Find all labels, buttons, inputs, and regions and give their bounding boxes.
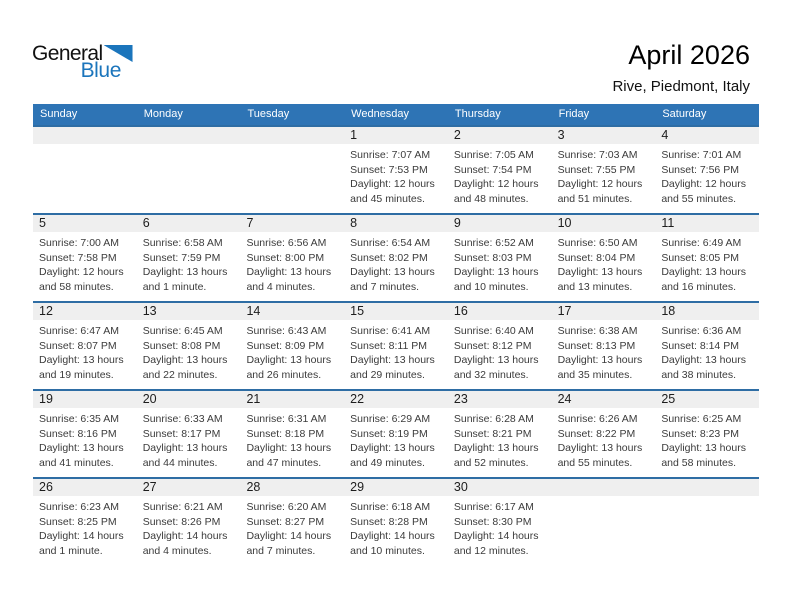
daylight-text-line1: Daylight: 13 hours <box>453 354 539 367</box>
sunrise-text: Sunrise: 6:49 AM <box>661 237 742 249</box>
daylight-text-line2: and 47 minutes. <box>246 456 322 469</box>
sunset-text: Sunset: 8:11 PM <box>350 339 428 352</box>
daylight-text-line2: and 1 minute. <box>142 280 207 293</box>
daylight-text-line2: and 48 minutes. <box>453 192 529 205</box>
daylight-text-line2: and 10 minutes. <box>453 280 529 293</box>
day-details <box>655 232 759 294</box>
day-details <box>655 144 759 206</box>
sunset-text: Sunset: 8:14 PM <box>661 339 739 352</box>
daylight-text-line2: and 55 minutes. <box>557 456 633 469</box>
daylight-text-line2: and 51 minutes. <box>557 192 633 205</box>
sunset-text: Sunset: 8:28 PM <box>350 515 428 528</box>
daylight-text-line1: Daylight: 13 hours <box>661 354 746 367</box>
day-cell <box>33 391 137 477</box>
daylight-text-line1: Daylight: 13 hours <box>350 442 435 455</box>
day-cell <box>33 303 137 389</box>
day-details <box>448 232 552 294</box>
daylight-text-line2: and 45 minutes. <box>350 192 425 205</box>
day-cell <box>137 391 241 477</box>
sunset-text: Sunset: 8:22 PM <box>557 427 636 440</box>
day-cell <box>137 303 241 389</box>
weekday-header-tuesday: Tuesday <box>247 108 290 120</box>
day-number: 20 <box>137 391 241 408</box>
sunset-text: Sunset: 8:30 PM <box>453 515 532 528</box>
day-cell <box>655 303 759 389</box>
day-cell <box>448 215 552 301</box>
daylight-text-line1: Daylight: 13 hours <box>453 442 539 455</box>
day-details <box>448 496 552 558</box>
day-cell <box>137 215 241 301</box>
sunset-text: Sunset: 8:00 PM <box>246 251 325 264</box>
sunset-text: Sunset: 7:59 PM <box>142 251 221 264</box>
weekday-header-sunday: Sunday <box>40 108 78 120</box>
day-cell <box>655 215 759 301</box>
sunset-text: Sunset: 8:05 PM <box>661 251 739 264</box>
sunrise-text: Sunrise: 6:36 AM <box>661 325 742 337</box>
daylight-text-line1: Daylight: 13 hours <box>557 266 643 279</box>
sunrise-text: Sunrise: 7:07 AM <box>350 149 431 161</box>
day-number: 5 <box>33 215 137 232</box>
daylight-text-line2: and 32 minutes. <box>453 368 529 381</box>
daylight-text-line2: and 7 minutes. <box>246 544 316 557</box>
sunrise-text: Sunrise: 6:17 AM <box>453 501 534 513</box>
daylight-text-line2: and 16 minutes. <box>661 280 737 293</box>
sunset-text: Sunset: 8:21 PM <box>453 427 532 440</box>
day-number: 14 <box>240 303 344 320</box>
day-details <box>33 496 137 558</box>
daylight-text-line1: Daylight: 12 hours <box>557 178 643 191</box>
sunrise-text: Sunrise: 6:56 AM <box>246 237 327 249</box>
day-cell <box>552 127 656 213</box>
day-number: 28 <box>240 479 344 496</box>
day-cell <box>344 303 448 389</box>
sunrise-text: Sunrise: 6:25 AM <box>661 413 742 425</box>
day-details <box>33 320 137 382</box>
day-cell <box>33 215 137 301</box>
daylight-text-line2: and 19 minutes. <box>39 368 114 381</box>
day-details <box>655 408 759 470</box>
day-cell <box>552 303 656 389</box>
sunrise-text: Sunrise: 6:45 AM <box>142 325 223 337</box>
day-details <box>552 320 656 382</box>
day-number: 12 <box>33 303 137 320</box>
week-row <box>33 389 759 477</box>
daylight-text-line2: and 41 minutes. <box>39 456 114 469</box>
sunrise-text: Sunrise: 6:43 AM <box>246 325 327 337</box>
day-cell <box>448 127 552 213</box>
day-cell <box>240 391 344 477</box>
day-number: 1 <box>344 127 448 144</box>
daylight-text-line1: Daylight: 13 hours <box>39 354 124 367</box>
day-cell <box>552 215 656 301</box>
empty-day-cell <box>552 479 656 565</box>
day-number: 8 <box>344 215 448 232</box>
day-number: 16 <box>448 303 552 320</box>
daylight-text-line1: Daylight: 13 hours <box>246 442 332 455</box>
daylight-text-line2: and 29 minutes. <box>350 368 425 381</box>
day-details <box>655 320 759 382</box>
day-cell <box>448 391 552 477</box>
sunset-text: Sunset: 7:53 PM <box>350 163 428 176</box>
empty-day-cell <box>33 127 137 213</box>
sunset-text: Sunset: 8:03 PM <box>453 251 532 264</box>
daylight-text-line2: and 4 minutes. <box>142 544 212 557</box>
day-number: 18 <box>655 303 759 320</box>
sunset-text: Sunset: 8:23 PM <box>661 427 739 440</box>
day-cell <box>137 479 241 565</box>
day-cell <box>448 303 552 389</box>
calendar-weeks <box>33 125 759 565</box>
day-details <box>137 496 241 558</box>
day-number: 4 <box>655 127 759 144</box>
daylight-text-line2: and 7 minutes. <box>350 280 420 293</box>
sunrise-text: Sunrise: 7:03 AM <box>557 149 638 161</box>
daylight-text-line2: and 10 minutes. <box>350 544 425 557</box>
day-details <box>344 144 448 206</box>
sunset-text: Sunset: 8:04 PM <box>557 251 636 264</box>
daylight-text-line2: and 26 minutes. <box>246 368 322 381</box>
day-details <box>240 232 344 294</box>
week-row <box>33 301 759 389</box>
sunset-text: Sunset: 8:12 PM <box>453 339 532 352</box>
empty-day-cell <box>137 127 241 213</box>
daylight-text-line1: Daylight: 13 hours <box>557 442 643 455</box>
daylight-text-line2: and 22 minutes. <box>142 368 218 381</box>
sunrise-text: Sunrise: 6:40 AM <box>453 325 534 337</box>
sunset-text: Sunset: 8:07 PM <box>39 339 117 352</box>
week-row <box>33 125 759 213</box>
daylight-text-line1: Daylight: 13 hours <box>142 354 228 367</box>
sunset-text: Sunset: 7:56 PM <box>661 163 739 176</box>
day-number: 24 <box>552 391 656 408</box>
daylight-text-line2: and 44 minutes. <box>142 456 218 469</box>
sunset-text: Sunset: 8:16 PM <box>39 427 117 440</box>
week-row <box>33 477 759 565</box>
day-number <box>552 479 656 496</box>
day-details <box>552 144 656 206</box>
sunrise-text: Sunrise: 6:26 AM <box>557 413 638 425</box>
daylight-text-line2: and 38 minutes. <box>661 368 737 381</box>
page-title: April 2026 <box>628 40 750 70</box>
day-number: 25 <box>655 391 759 408</box>
daylight-text-line2: and 52 minutes. <box>453 456 529 469</box>
empty-day-cell <box>240 127 344 213</box>
sunrise-text: Sunrise: 6:18 AM <box>350 501 431 513</box>
day-cell <box>33 479 137 565</box>
sunset-text: Sunset: 8:02 PM <box>350 251 428 264</box>
day-details <box>344 496 448 558</box>
sunrise-text: Sunrise: 6:33 AM <box>142 413 223 425</box>
weekday-header-thursday: Thursday <box>454 108 501 120</box>
daylight-text-line1: Daylight: 13 hours <box>246 354 332 367</box>
daylight-text-line1: Daylight: 13 hours <box>350 266 435 279</box>
sunrise-text: Sunrise: 7:01 AM <box>661 149 742 161</box>
weekday-header-friday: Friday <box>558 108 590 120</box>
daylight-text-line2: and 49 minutes. <box>350 456 425 469</box>
day-cell <box>240 215 344 301</box>
page-subtitle: Rive, Piedmont, Italy <box>612 78 750 95</box>
day-details <box>552 408 656 470</box>
daylight-text-line1: Daylight: 14 hours <box>350 530 435 543</box>
daylight-text-line2: and 1 minute. <box>39 544 103 557</box>
day-number <box>240 127 344 144</box>
day-details <box>137 320 241 382</box>
sunrise-text: Sunrise: 6:29 AM <box>350 413 431 425</box>
day-cell <box>240 479 344 565</box>
daylight-text-line1: Daylight: 13 hours <box>142 442 228 455</box>
sunset-text: Sunset: 8:27 PM <box>246 515 325 528</box>
sunrise-text: Sunrise: 6:38 AM <box>557 325 638 337</box>
day-details <box>344 408 448 470</box>
day-details <box>448 144 552 206</box>
day-cell <box>552 391 656 477</box>
empty-day-cell <box>655 479 759 565</box>
day-cell <box>655 127 759 213</box>
sunset-text: Sunset: 8:18 PM <box>246 427 325 440</box>
weekday-header-saturday: Saturday <box>662 108 707 120</box>
logo-text-blue: Blue <box>80 59 121 82</box>
daylight-text-line1: Daylight: 13 hours <box>557 354 643 367</box>
daylight-text-line2: and 12 minutes. <box>453 544 529 557</box>
sunrise-text: Sunrise: 6:47 AM <box>39 325 119 337</box>
day-number: 29 <box>344 479 448 496</box>
daylight-text-line1: Daylight: 13 hours <box>661 266 746 279</box>
sunset-text: Sunset: 8:19 PM <box>350 427 428 440</box>
sunrise-text: Sunrise: 6:20 AM <box>246 501 327 513</box>
day-number: 7 <box>240 215 344 232</box>
daylight-text-line2: and 35 minutes. <box>557 368 633 381</box>
daylight-text-line2: and 58 minutes. <box>39 280 114 293</box>
daylight-text-line1: Daylight: 14 hours <box>142 530 228 543</box>
day-details <box>240 408 344 470</box>
weekday-header-row <box>33 104 759 125</box>
day-details <box>344 232 448 294</box>
daylight-text-line1: Daylight: 14 hours <box>39 530 124 543</box>
day-details <box>240 320 344 382</box>
day-details <box>137 408 241 470</box>
weekday-header-wednesday: Wednesday <box>351 108 410 120</box>
sunrise-text: Sunrise: 6:23 AM <box>39 501 119 513</box>
sunset-text: Sunset: 8:09 PM <box>246 339 325 352</box>
daylight-text-line1: Daylight: 14 hours <box>453 530 539 543</box>
calendar <box>33 104 759 565</box>
day-cell <box>448 479 552 565</box>
day-number: 10 <box>552 215 656 232</box>
day-number: 11 <box>655 215 759 232</box>
sunset-text: Sunset: 7:58 PM <box>39 251 117 264</box>
sunset-text: Sunset: 8:25 PM <box>39 515 117 528</box>
sunrise-text: Sunrise: 6:54 AM <box>350 237 431 249</box>
week-row <box>33 213 759 301</box>
day-details <box>33 232 137 294</box>
daylight-text-line1: Daylight: 12 hours <box>661 178 746 191</box>
daylight-text-line1: Daylight: 13 hours <box>246 266 332 279</box>
day-number: 19 <box>33 391 137 408</box>
day-details <box>448 408 552 470</box>
day-details <box>552 232 656 294</box>
day-number: 17 <box>552 303 656 320</box>
sunrise-text: Sunrise: 6:28 AM <box>453 413 534 425</box>
daylight-text-line2: and 4 minutes. <box>246 280 316 293</box>
day-number: 26 <box>33 479 137 496</box>
day-details <box>33 408 137 470</box>
weekday-header-monday: Monday <box>143 108 183 120</box>
sunset-text: Sunset: 8:17 PM <box>142 427 221 440</box>
daylight-text-line1: Daylight: 13 hours <box>661 442 746 455</box>
daylight-text-line1: Daylight: 12 hours <box>39 266 124 279</box>
sunrise-text: Sunrise: 6:41 AM <box>350 325 431 337</box>
sunrise-text: Sunrise: 6:21 AM <box>142 501 223 513</box>
sunset-text: Sunset: 8:13 PM <box>557 339 636 352</box>
day-details <box>137 232 241 294</box>
daylight-text-line1: Daylight: 12 hours <box>350 178 435 191</box>
sunset-text: Sunset: 7:54 PM <box>453 163 532 176</box>
day-cell <box>344 391 448 477</box>
day-details <box>448 320 552 382</box>
daylight-text-line2: and 13 minutes. <box>557 280 633 293</box>
day-details <box>240 496 344 558</box>
day-cell <box>344 479 448 565</box>
day-cell <box>240 303 344 389</box>
sunrise-text: Sunrise: 6:58 AM <box>142 237 223 249</box>
general-blue-logo <box>32 42 142 83</box>
day-number: 6 <box>137 215 241 232</box>
day-number: 21 <box>240 391 344 408</box>
day-number: 27 <box>137 479 241 496</box>
day-details <box>344 320 448 382</box>
day-number: 3 <box>552 127 656 144</box>
day-number: 13 <box>137 303 241 320</box>
sunrise-text: Sunrise: 6:52 AM <box>453 237 534 249</box>
day-number <box>137 127 241 144</box>
day-number <box>33 127 137 144</box>
daylight-text-line2: and 55 minutes. <box>661 192 737 205</box>
daylight-text-line1: Daylight: 13 hours <box>39 442 124 455</box>
daylight-text-line1: Daylight: 13 hours <box>142 266 228 279</box>
day-cell <box>655 391 759 477</box>
sunrise-text: Sunrise: 7:05 AM <box>453 149 534 161</box>
sunrise-text: Sunrise: 7:00 AM <box>39 237 119 249</box>
sunrise-text: Sunrise: 6:50 AM <box>557 237 638 249</box>
day-cell <box>344 127 448 213</box>
daylight-text-line1: Daylight: 13 hours <box>350 354 435 367</box>
day-number: 30 <box>448 479 552 496</box>
day-number: 15 <box>344 303 448 320</box>
sunrise-text: Sunrise: 6:35 AM <box>39 413 119 425</box>
day-number: 2 <box>448 127 552 144</box>
daylight-text-line1: Daylight: 12 hours <box>453 178 539 191</box>
sunset-text: Sunset: 8:26 PM <box>142 515 221 528</box>
day-number: 9 <box>448 215 552 232</box>
logo-text-general: General <box>32 42 103 65</box>
day-number <box>655 479 759 496</box>
daylight-text-line2: and 58 minutes. <box>661 456 737 469</box>
sunrise-text: Sunrise: 6:31 AM <box>246 413 327 425</box>
day-cell <box>344 215 448 301</box>
sunset-text: Sunset: 7:55 PM <box>557 163 636 176</box>
daylight-text-line1: Daylight: 14 hours <box>246 530 332 543</box>
daylight-text-line1: Daylight: 13 hours <box>453 266 539 279</box>
sunset-text: Sunset: 8:08 PM <box>142 339 221 352</box>
day-number: 22 <box>344 391 448 408</box>
day-number: 23 <box>448 391 552 408</box>
